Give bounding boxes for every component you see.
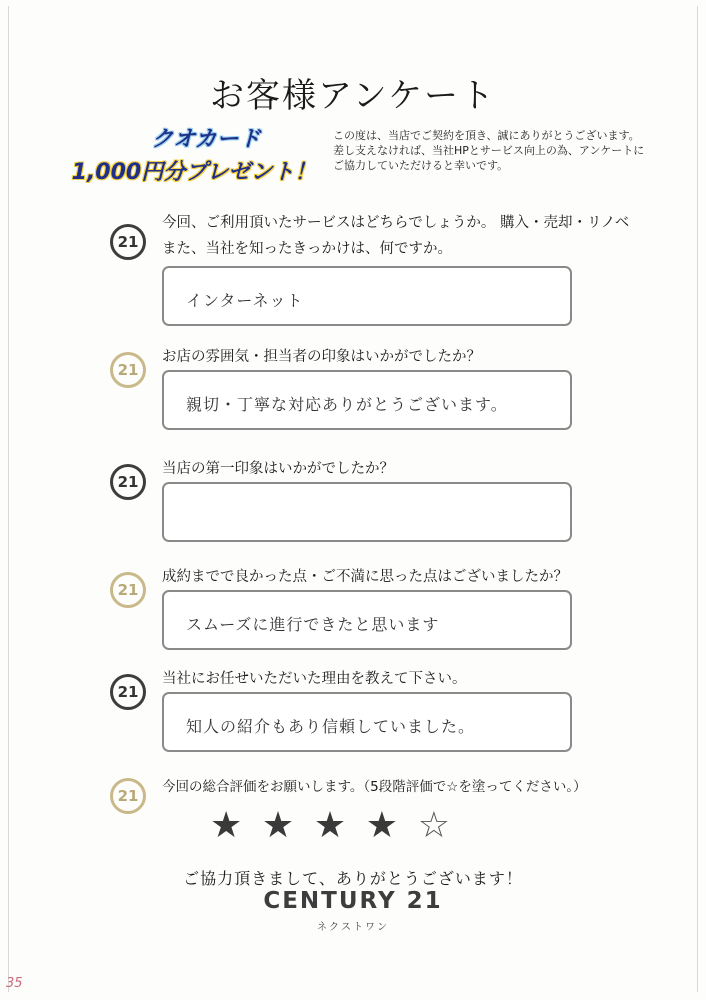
century21-badge-icon: 21 <box>110 224 146 260</box>
answer-5: 知人の紹介もあり信頼していました。 <box>186 717 476 736</box>
question-5-text: 当社にお任せいただいた理由を教えて下さい。 <box>162 671 467 687</box>
page-title: お客様アンケート <box>210 76 496 116</box>
intro-text <box>333 128 653 173</box>
star-filled-icon[interactable]: ★ <box>261 805 295 846</box>
promo-banner <box>54 122 334 186</box>
century21-badge-icon: 21 <box>110 778 146 814</box>
page-number: 35 <box>6 976 23 991</box>
thanks-message: ご協力頂きまして、ありがとうございます！ <box>183 869 523 888</box>
question-3-text: 当店の第一印象はいかがでしたか？ <box>162 461 394 477</box>
question-4-text: 成約までで良かった点・ご不満に思った点はございましたか？ <box>162 569 568 585</box>
star-filled-icon[interactable]: ★ <box>210 805 243 846</box>
century21-badge-icon: 21 <box>110 674 146 710</box>
question-6-text: 今回の総合評価をお願いします。（5段階評価で☆を塗ってください。） <box>162 779 587 795</box>
century21-logo: CENTURY 21 <box>263 888 443 914</box>
century21-badge-icon: 21 <box>110 464 146 500</box>
intro-line-2: 差し支えなければ、当社HPとサービス向上の為、アンケートに <box>333 144 645 157</box>
star-empty-icon[interactable]: ☆ <box>417 805 450 846</box>
century21-badge-icon: 21 <box>110 572 146 608</box>
question-2-text: お店の雰囲気・担当者の印象はいかがでしたか？ <box>162 349 481 365</box>
rating-stars <box>210 805 450 846</box>
intro-line-3: ご協力していただけると幸いです。 <box>333 159 509 172</box>
promo-line-2: 1,000円分プレゼント！ <box>71 160 317 185</box>
star-filled-icon[interactable]: ★ <box>313 805 347 846</box>
answer-1: インターネット <box>186 291 304 310</box>
century21-badge-icon: 21 <box>110 352 146 388</box>
answer-box-3[interactable] <box>162 482 572 542</box>
answer-2: 親切・丁寧な対応ありがとうございます。 <box>186 395 508 414</box>
answer-box-5[interactable] <box>162 692 572 752</box>
intro-line-1: この度は、当店でご契約を頂き、誠にありがとうございます。 <box>333 129 640 142</box>
answer-box-4[interactable] <box>162 590 572 650</box>
answer-4: スムーズに進行できたと思います <box>186 615 440 634</box>
star-filled-icon[interactable]: ★ <box>365 805 399 846</box>
answer-box-2[interactable] <box>162 370 572 430</box>
question-1-line-1: 今回、ご利用頂いたサービスはどちらでしょうか。 購入・売却・リノベ <box>162 215 630 231</box>
answer-box-1[interactable] <box>162 266 572 326</box>
promo-line-1: クオカード <box>151 127 261 152</box>
company-name: ネクストワン <box>317 922 389 933</box>
question-1-line-2: また、当社を知ったきっかけは、何ですか。 <box>162 241 452 257</box>
